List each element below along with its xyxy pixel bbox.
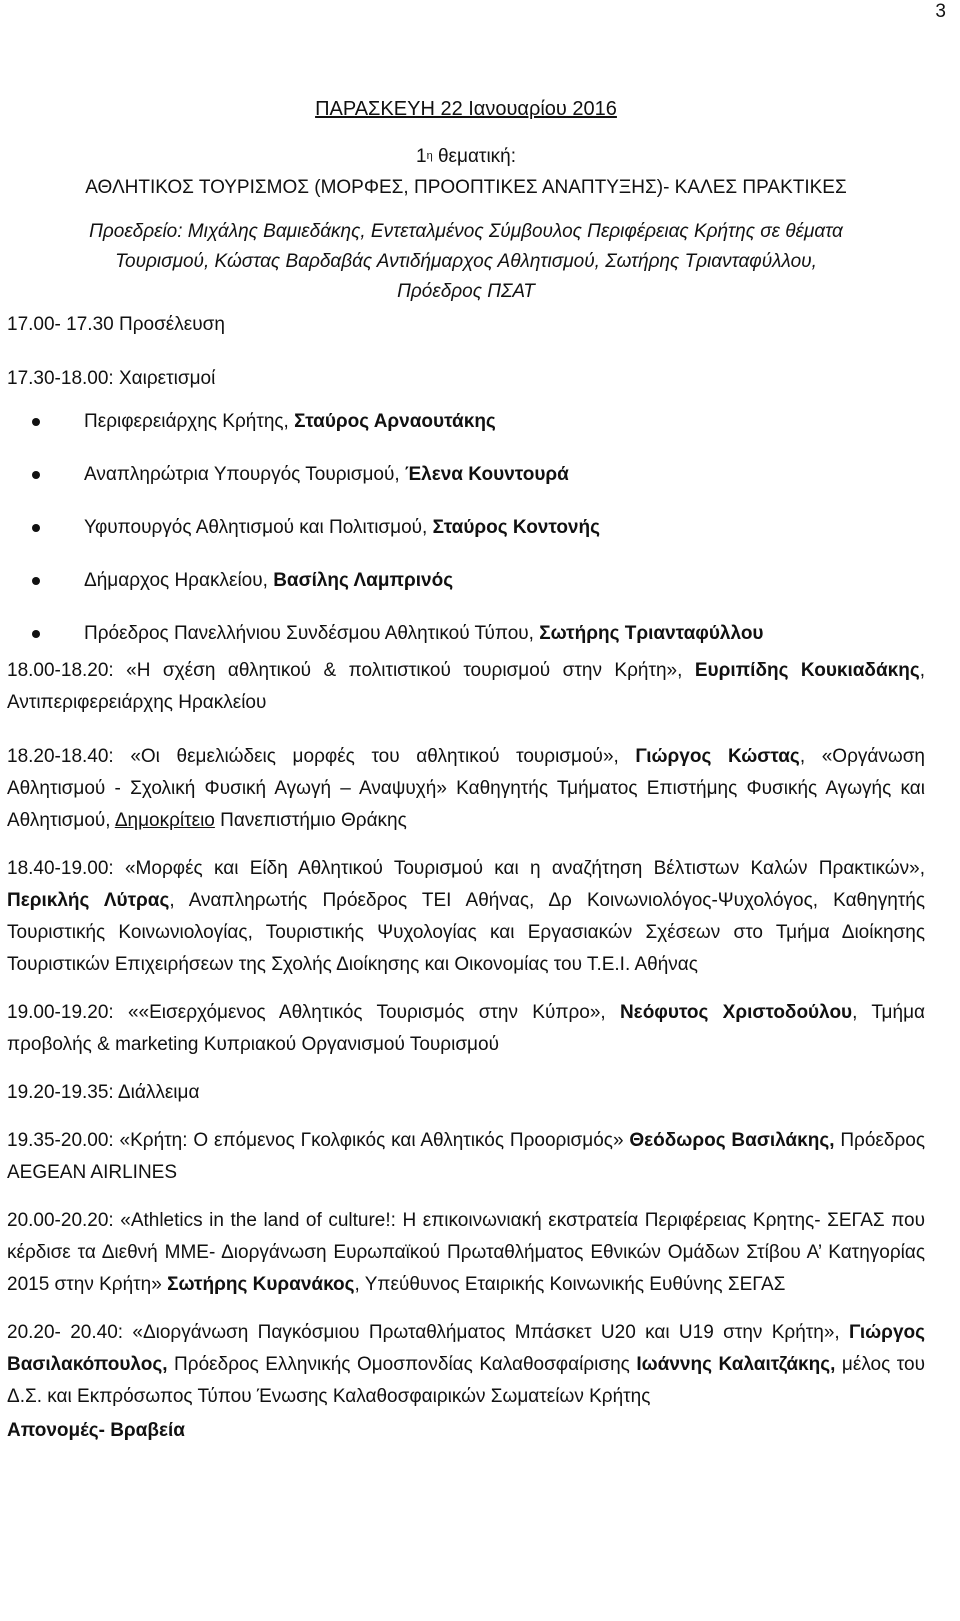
- chair-line-3: Πρόεδρος ΠΣΑΤ: [397, 281, 535, 302]
- chair-line-1: Προεδρείο: Μιχάλης Βαμιεδάκης, Εντεταλμένος Σύμβουλος Περιφέρειας Κρήτης σε θέματα: [89, 221, 843, 242]
- list-item: [7, 566, 925, 596]
- theme-number: 1: [415, 146, 427, 167]
- theme-title: ΑΘΛΗΤΙΚΟΣ ΤΟΥΡΙΣΜΟΣ (ΜΟΡΦΕΣ, ΠΡΟΟΠΤΙΚΕΣ ΑΝΑΠΤΥΞΗΣ)- ΚΑΛΕΣ ΠΡΑΚΤΙΚΕΣ: [85, 177, 847, 198]
- talk-6: [7, 1205, 925, 1301]
- greeter-role: Υφυπουργός Αθλητισμού και Πολιτισμού,: [84, 517, 433, 538]
- talk-1-title: 18.00-18.20: «Η σχέση αθλητικού & πολιτιστικού τουρισμού στην Κρήτη»,: [7, 660, 695, 681]
- bullet-icon: [32, 524, 40, 532]
- bullet-icon: [32, 630, 40, 638]
- talk-5-title: 19.35-20.00: «Κρήτη: Ο επόμενος Γκολφικός και Αθλητικός Προορισμός»: [7, 1130, 630, 1151]
- talk-2-speaker: Γιώργος Κώστας: [635, 746, 800, 767]
- talk-5: [7, 1125, 925, 1189]
- break-slot: 19.20-19.35: Διάλλειμα: [7, 1082, 200, 1103]
- greeter-role: Δήμαρχος Ηρακλείου,: [84, 570, 274, 591]
- talk-2-university-rest: Πανεπιστήμιο Θράκης: [214, 810, 407, 831]
- talk-6-title: 20.00-20.20: «Athletics in the land of culture!: Η επικοινωνιακή εκστρατεία Περιφέρειας Κρητης- ΣΕΓΑΣ που κέρδισε τα Διεθνή ΜΜΕ- Διοργάνωση Ευρωπαϊκού Πρωταθλήματος Εθνικών Ομάδων Στίβου Α’ Κατηγορίας 2015 στην Κρήτη»: [7, 1210, 925, 1295]
- talk-2-university: Δημοκρίτειο: [114, 810, 215, 831]
- arrival-slot: 17.00- 17.30 Προσέλευση: [7, 314, 225, 335]
- greeter-name: Σταύρος Κοντονής: [432, 517, 600, 538]
- greetings-slot: 17.30-18.00: Χαιρετισμοί: [7, 368, 216, 389]
- talk-1-speaker: Ευριπίδης Κουκιαδάκης: [694, 660, 920, 681]
- bullet-icon: [32, 418, 40, 426]
- greeters-list: [7, 407, 925, 649]
- event-date: ΠΑΡΑΣΚΕΥΗ 22 Ιανουαρίου 2016: [315, 98, 617, 120]
- greeter-role: Πρόεδρος Πανελλήνιου Συνδέσμου Αθλητικού Τύπου,: [84, 623, 540, 644]
- list-item: [7, 513, 925, 543]
- list-item: [7, 407, 925, 437]
- theme-heading: [7, 143, 925, 173]
- talk-5-role: Πρόεδρος AEGEAN AIRLINES: [7, 1130, 926, 1183]
- talk-3-title: 18.40-19.00: «Μορφές και Είδη Αθλητικού Τουρισμού και η αναζήτηση Βέλτιστων Καλών Πρακτικών»,: [7, 858, 925, 879]
- talk-7-role-2: μέλος του Δ.Σ. και Εκπρόσωπος Τύπου Ένωσης Καλαθοσφαιρικών Σωματείων Κρήτης: [7, 1354, 925, 1407]
- talk-3-speaker: Περικλής Λύτρας: [7, 890, 170, 911]
- talk-2-role: , «Οργάνωση Αθλητισμού - Σχολική Φυσική Αγωγή – Αναψυχή» Καθηγητής Τμήματος Επιστήμης Φυσικής Αγωγής και Αθλητισμού,: [7, 746, 925, 831]
- chair-line-2: Τουρισμού, Κώστας Βαρδαβάς Αντιδήμαρχος Αθλητισμού, Σωτήρης Τριανταφύλλου,: [115, 251, 817, 272]
- page-number: 3: [935, 1, 946, 22]
- talk-4-role: , Τμήμα προβολής & marketing Κυπριακού Οργανισμού Τουρισμού: [7, 1002, 925, 1055]
- awards-heading: Απονομές- Βραβεία: [7, 1420, 185, 1441]
- greeter-name: Σταύρος Αρναουτάκης: [294, 411, 496, 432]
- talk-7-role-1: Πρόεδρος Ελληνικής Ομοσπονδίας Καλαθοσφαίρισης: [167, 1354, 637, 1375]
- talk-7: [7, 1317, 925, 1413]
- bullet-icon: [32, 471, 40, 479]
- talk-7-title: 20.20- 20.40: «Διοργάνωση Παγκόσμιου Πρωταθλήματος Μπάσκετ U20 και U19 στην Κρήτη»,: [7, 1322, 850, 1343]
- theme-label: θεματική:: [432, 146, 517, 167]
- page-content: [7, 93, 925, 1447]
- talk-4-speaker: Νεόφυτος Χριστοδούλου: [619, 1002, 853, 1023]
- talk-2-title: 18.20-18.40: «Οι θεμελιώδεις μορφές του αθλητικού τουρισμού»,: [7, 746, 636, 767]
- talk-6-speaker: Σωτήρης Κυρανάκος: [167, 1274, 355, 1295]
- theme-superscript: η: [426, 150, 433, 162]
- talk-3-role: , Αναπληρωτής Πρόεδρος ΤΕΙ Αθήνας, Δρ Κοινωνιολόγος-Ψυχολόγος, Καθηγητής Τουριστικής Κοινωνιολογίας, Τουριστικής Ψυχολογίας και Εργασιακών Σχέσεων στο Τμήμα Διοίκησης Τουριστικών Επιχειρήσεων της Σχολής Διοίκησης και Οικονομίας του Τ.Ε.Ι. Αθήνας: [7, 890, 925, 975]
- list-item: [7, 460, 925, 490]
- greeter-role: Αναπληρώτρια Υπουργός Τουρισμού,: [84, 464, 405, 485]
- talk-1-role: , Αντιπεριφερειάρχης Ηρακλείου: [7, 660, 925, 713]
- talk-6-role: , Υπεύθυνος Εταιρικής Κοινωνικής Ευθύνης ΣΕΓΑΣ: [354, 1274, 786, 1295]
- bullet-icon: [32, 577, 40, 585]
- talk-1: [7, 655, 925, 719]
- talk-7-speaker-1: Γιώργος Βασιλακόπουλος,: [7, 1322, 925, 1375]
- talk-4-title: 19.00-19.20: ««Εισερχόμενος Αθλητικός Τουρισμός στην Κύπρο»,: [7, 1002, 620, 1023]
- talk-3: [7, 853, 925, 981]
- talk-4: [7, 997, 925, 1061]
- greeter-name: Σωτήρης Τριανταφύλλου: [539, 623, 764, 644]
- talk-7-speaker-2: Ιωάννης Καλαιτζάκης,: [636, 1354, 836, 1375]
- talk-2: [7, 741, 925, 837]
- greeter-name: Έλενα Κουντουρά: [404, 464, 569, 485]
- list-item: [7, 619, 925, 649]
- greeter-name: Βασίλης Λαμπρινός: [273, 570, 454, 591]
- talk-5-speaker: Θεόδωρος Βασιλάκης,: [629, 1130, 835, 1151]
- greeter-role: Περιφερειάρχης Κρήτης,: [84, 411, 295, 432]
